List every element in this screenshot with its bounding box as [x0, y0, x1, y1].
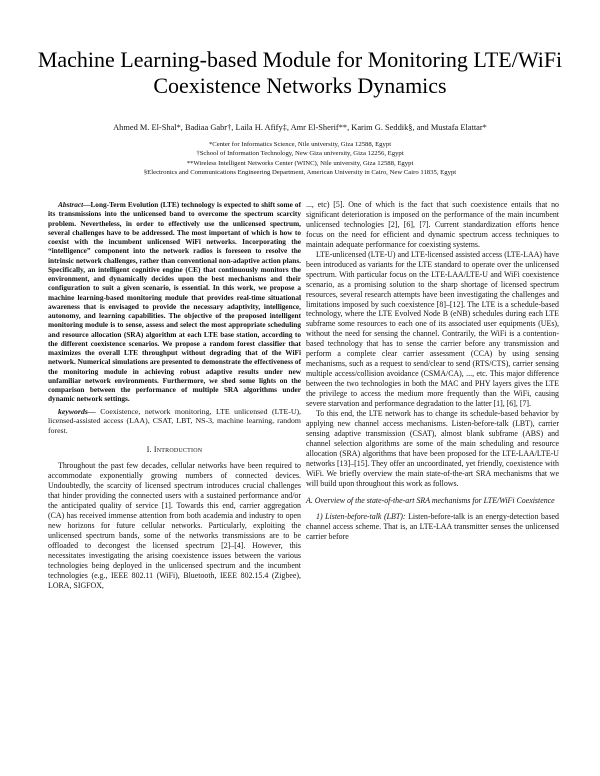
- affiliation-list: [30, 140, 570, 177]
- section-heading-introduction: I. Introduction: [146, 445, 203, 455]
- affiliation-line: *Center for Informatics Science, Nile university, Giza 12588, Egypt: [208, 141, 392, 148]
- subsection-heading: A. Overview of the state-of-the-art SRA mechanisms for LTE/WiFi Coexistence: [306, 495, 555, 505]
- lbt-label: 1) Listen-before-talk (LBT):: [316, 511, 406, 521]
- paper-title: Machine Learning-based Module for Monitoring LTE/WiFi Coexistence Networks Dynamics: [37, 47, 563, 98]
- author-list: Ahmed M. El-Shal*, Badiaa Gabr†, Laila H. Afify‡, Amr El-Sherif**, Karim G. Seddik§, and Mustafa Elattar*: [113, 123, 487, 132]
- abstract-text: —Long-Term Evolution (LTE) technology is expected to shift some of its transmissions into the unlicensed band to overcome the spectrum scarcity problem. Nevertheless, in order to effectively use the unlicensed spectrum, several challenges have to be addressed. The most important of which is how to coexist with the incumbent unlicensed WiFi networks. Incorporating the “intelligence” component into the network radios is foreseen to resolve the intrinsic network challenges, rather than conventional non-adaptive action plans. Specifically, an intelligent cognitive engine (CE) that continuously monitors the environment, and dynamically decides upon the best mechanisms and their configuration to suit a given scenario, is essential. In this work, we propose a machine learning-based monitoring module that provides real-time situational awareness that is envisaged to provide the necessary adaptivity, intelligence, autonomy, and learning capabilities. The objective of the proposed intelligent monitoring module is to sense, assess and select the most appropriate scheduling and resource allocation (SRA) algorithm at each LTE base station, according to the different coexistence scenarios. We propose a random forest classifier that maximizes the overall LTE throughput without degrading that of the WiFi network. Numerical simulations are presented to demonstrate the effectiveness of the monitoring module in achieving robust adaptive results under new unfamiliar network environments. Furthermore, we shed some lights on the comparison between the performance of multiple SRA algorithms under dynamic network settings.: [48, 200, 301, 404]
- affiliation-line: **Wireless Intelligent Networks Center (WINC), Nile university, Giza 12588, Egypt: [186, 159, 414, 167]
- keywords: [48, 407, 301, 437]
- keywords-text: Coexistence, network monitoring, LTE unlicensed (LTE-U), licensed-assisted access (LAA), CSAT, LBT, NS-3, machine learning, random forest.: [48, 406, 301, 436]
- affiliation-line: §Electronics and Communications Engineering Department, American University in Cairo, New Cairo 11835, Egypt: [143, 168, 457, 176]
- lbt-text: Listen-before-talk is an energy-detection based channel access scheme. That is, an LTE-LAA transmitter senses the unlicensed carrier before: [306, 511, 559, 541]
- abstract-label: Abstract: [58, 200, 84, 209]
- lbt-paragraph: [306, 512, 559, 542]
- left-column: [48, 200, 301, 591]
- affiliation-line: †School of Information Technology, New Giza university, Giza 12256, Egypt: [196, 150, 404, 158]
- body-paragraph: LTE-unlicensed (LTE-U) and LTE-licensed assisted access (LTE-LAA) have been introduced as variants for the LTE standard to operate over the unlicensed spectrum. With particular focus on the LTE-LAA/LTE-U and WiFi coexistence scenario, as a promising solution to the sharp shortage of licensed spectrum resources, several research attempts have been investigating the challenges and limitations imposed by such coexistence [8]–[12]. The LTE is a schedule-based technology, where the LTE Evolved Node B (eNB) schedules during each LTE subframe some resources to each one of its associated user equipments (UEs), without the need for sensing the channel. Contrarily, the WiFi is a contention-based technology that has to sense the carrier before any transmission and perform a complete clear carrier assessment (CCA) by using sensing mechanisms, such as a request to send/clear to send (RTS/CTS), carrier sensing multiple access/collision avoidance (CSMA/CA), ..., etc. This major difference between the two technologies in both the MAC and PHY layers gives the LTE the privilege to access the medium more frequently than the WiFi, causing severe starvation and performance degradation to the latter [1], [6], [7].: [306, 249, 559, 409]
- keywords-label: keywords—: [58, 406, 96, 416]
- right-column: [306, 200, 559, 541]
- body-paragraph: ..., etc) [5]. One of which is the fact that such coexistence entails that no significant deterioration is imposed on the performance of the main incumbent unlicensed technologies [2], [6], [7]. Current standardization efforts hence focus on the need for efficient and dynamic spectrum access techniques to maintain adequate performance for coexisting systems.: [306, 200, 559, 249]
- body-paragraph: To this end, the LTE network has to change its schedule-based behavior by applying new channel access mechanisms. Listen-before-talk (LBT), carrier sensing adaptive transmission (CSAT), almost blank subframe (ABS) and channel selection algorithms are some of the main scheduling and resource allocation (SRA) algorithms that have been proposed for the LTE-LAA/LTE-U networks [13]–[15]. They offer an uncoordinated, yet friendly, coexistence with WiFi. We briefly overview the main state-of-the-art SRA mechanisms that we will build upon throughout this work as follows.: [306, 409, 559, 488]
- abstract: [48, 200, 301, 404]
- intro-paragraph: Throughout the past few decades, cellular networks have been required to accommodate exponentially growing numbers of connected devices. Undoubtedly, the scarcity of licensed spectrum introduces crucial challenges that hinder providing the connected users with a sustained performance and/or the anticipated quality of service [1]. Towards this end, carrier aggregation (CA) has received immense attention from both academia and industry to open new horizons for future cellular networks. Particularly, exploiting the unlicensed spectrum bands, some of the networks transmissions are to be offloaded to decongest the licensed spectrum [2]–[4]. However, this necessitates investigating the arising coexistence issues between the various technologies being deployed in the unlicensed spectrum and the incumbent technologies (e.g., IEEE 802.11 (WiFi), Bluetooth, IEEE 802.15.4 (Zigbee), LORA, SIGFOX,: [48, 461, 301, 590]
